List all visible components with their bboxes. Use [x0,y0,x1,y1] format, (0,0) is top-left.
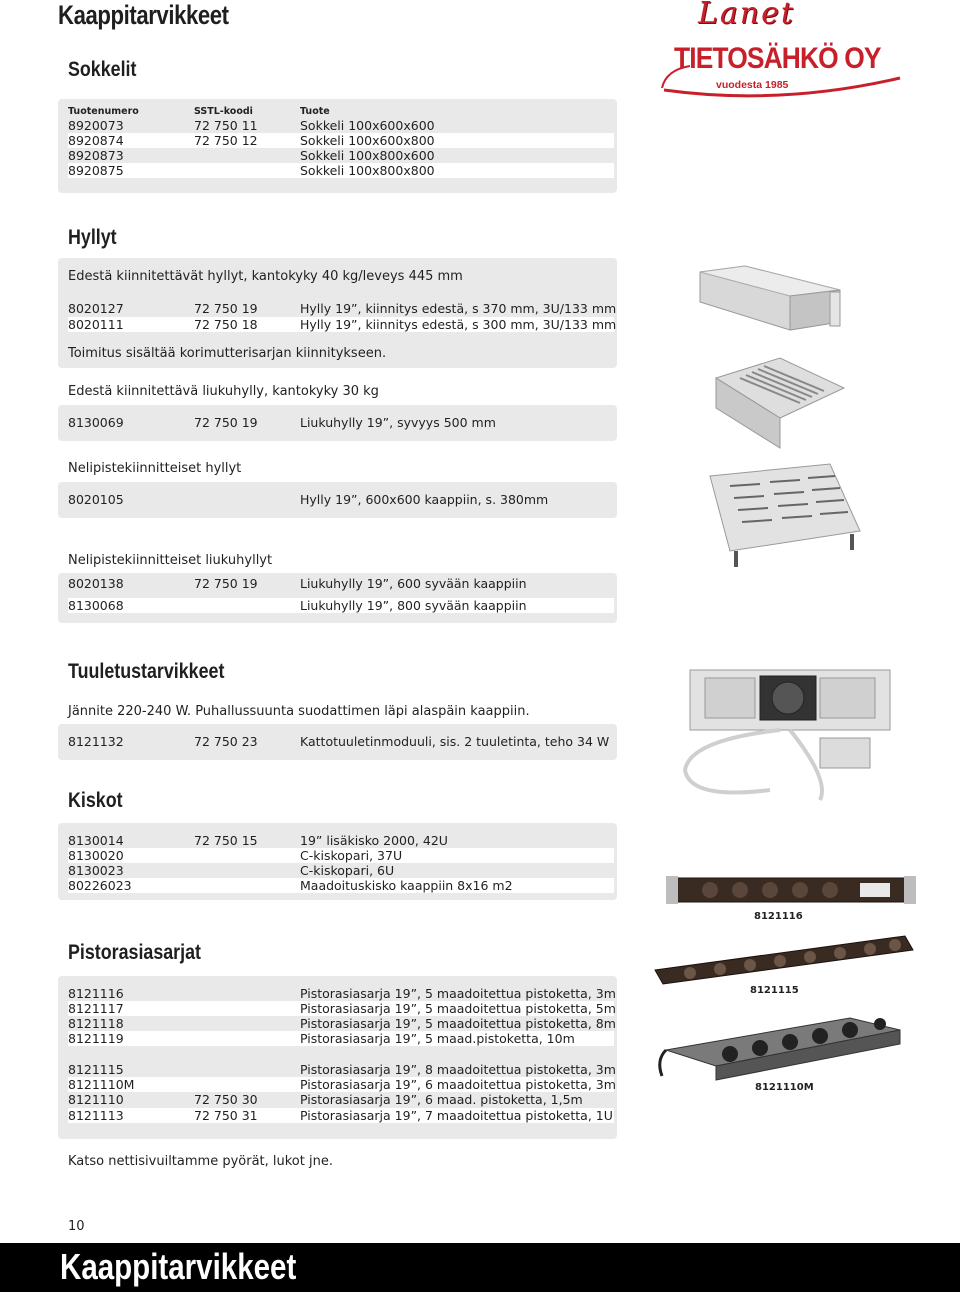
table-row [68,118,614,133]
product-name: Pistorasiasarja 19”, 7 maadoitettua pistoketta, 1U [300,1108,613,1123]
product-name: Pistorasiasarja 19”, 5 maad.pistoketta, 10m [300,1031,575,1046]
product-number: 8920875 [68,163,124,178]
product-name: Pistorasiasarja 19”, 6 maadoitettua pistoketta, 3m [300,1077,616,1092]
table-row [68,734,614,749]
sokkelit-table-header [68,104,614,119]
image-label: 8121115 [750,985,799,996]
sstl-code: 72 750 15 [194,833,258,848]
product-name: Kattotuuletinmoduuli, sis. 2 tuuletinta, teho 34 W [300,734,610,749]
table-row [68,1108,614,1123]
product-name: Sokkeli 100x600x600 [300,118,435,133]
sstl-code: 72 750 12 [194,133,258,148]
sstl-code: 72 750 11 [194,118,258,133]
table-row [68,1031,614,1046]
product-number: 8920873 [68,148,124,163]
table-row [68,492,614,507]
product-name: C-kiskopari, 6U [300,863,395,878]
table-row [68,415,614,430]
table-row [68,301,617,316]
product-number: 8130020 [68,848,124,863]
product-number: 8121132 [68,734,124,749]
logo-since: vuodesta 1985 [716,79,789,91]
shelf-image [690,262,855,337]
logo-company: TIETOSÄHKÖ OY [674,42,881,75]
product-name: Pistorasiasarja 19”, 5 maadoitettua pistoketta, 3m [300,986,616,1001]
table-row [68,598,614,613]
product-number: 8130068 [68,598,124,613]
product-number: 8121113 [68,1108,124,1123]
table-row [68,986,614,1001]
product-name: Sokkeli 100x800x600 [300,148,435,163]
col-header-sstl: SSTL-koodi [194,106,253,117]
section-title-tuuletus: Tuuletustarvikkeet [68,660,225,683]
sstl-code: 72 750 31 [194,1108,258,1123]
product-name: Pistorasiasarja 19”, 8 maadoitettua pistoketta, 3m [300,1062,616,1077]
product-name: Hylly 19”, 600x600 kaappiin, s. 380mm [300,492,549,507]
product-name: 19” lisäkisko 2000, 42U [300,833,448,848]
product-number: 8121110 [68,1092,124,1107]
section-title-kiskot: Kiskot [68,789,123,812]
company-logo [660,0,910,100]
product-number: 8121119 [68,1031,124,1046]
product-name: Pistorasiasarja 19”, 5 maadoitettua pistoketta, 8m [300,1016,616,1031]
product-number: 8121117 [68,1001,124,1016]
image-label: 8121110M [755,1082,814,1093]
product-name: Maadoituskisko kaappiin 8x16 m2 [300,878,513,893]
table-row [68,317,617,332]
table-row [68,163,614,178]
table-row [68,1062,614,1077]
table-row [68,1092,614,1107]
table-row [68,576,614,591]
sstl-code: 72 750 19 [194,415,258,430]
power-strip-image [650,1010,920,1085]
col-header-tuotenumero: Tuotenumero [68,106,139,117]
power-strip-image [660,858,920,918]
product-number: 80226023 [68,878,132,893]
image-label: 8121116 [754,911,803,922]
product-name: Liukuhylly 19”, syvyys 500 mm [300,415,496,430]
product-name: Sokkeli 100x600x800 [300,133,435,148]
col-header-tuote: Tuote [300,106,330,117]
hyllyt-note: Toimitus sisältää korimutterisarjan kiinnitykseen. [68,346,387,361]
fan-module-image [670,640,920,820]
product-number: 8920073 [68,118,124,133]
sstl-code: 72 750 23 [194,734,258,749]
fourpost-shelf-intro: Nelipistekiinnitteiset hyllyt [68,461,242,476]
product-number: 8121110M [68,1077,135,1092]
sstl-code: 72 750 30 [194,1092,258,1107]
product-name: Hylly 19”, kiinnitys edestä, s 300 mm, 3U/133 mm [300,317,617,332]
product-name: Liukuhylly 19”, 600 syvään kaappiin [300,576,527,591]
sstl-code: 72 750 19 [194,301,258,316]
table-row [68,848,614,863]
footer-note: Katso nettisivuiltamme pyörät, lukot jne. [68,1154,333,1169]
table-row [68,863,614,878]
table-row [68,1001,614,1016]
table-row [68,148,614,163]
table-row [68,1016,614,1031]
footer-title: Kaappitarvikkeet [60,1246,297,1287]
logo-script: Lanet [698,0,795,31]
power-strip-image [645,930,920,990]
table-row [68,1077,614,1092]
sstl-code: 72 750 19 [194,576,258,591]
sliding-shelf-image [710,348,850,458]
section-title-sokkelit: Sokkelit [68,58,137,81]
product-number: 8121118 [68,1016,124,1031]
sstl-code: 72 750 18 [194,317,258,332]
hyllyt-intro: Edestä kiinnitettävät hyllyt, kantokyky 40 kg/leveys 445 mm [68,269,463,284]
table-row [68,133,614,148]
table-row [68,833,614,848]
table-row [68,878,614,893]
product-name: Sokkeli 100x800x800 [300,163,435,178]
fourpost-sliding-intro: Nelipistekiinnitteiset liukuhyllyt [68,553,273,568]
product-name: Pistorasiasarja 19”, 6 maad. pistoketta, 1,5m [300,1092,583,1107]
product-name: C-kiskopari, 37U [300,848,403,863]
fourpost-shelf-image [700,456,870,571]
product-number: 8020127 [68,301,124,316]
product-number: 8920874 [68,133,124,148]
product-number: 8130069 [68,415,124,430]
section-title-pistorasiat: Pistorasiasarjat [68,941,201,964]
product-number: 8020138 [68,576,124,591]
sliding-shelf-intro: Edestä kiinnitettävä liukuhylly, kantokyky 30 kg [68,384,379,399]
product-number: 8121115 [68,1062,124,1077]
product-number: 8130023 [68,863,124,878]
product-number: 8121116 [68,986,124,1001]
product-name: Liukuhylly 19”, 800 syvään kaappiin [300,598,527,613]
page-number: 10 [68,1219,85,1234]
product-name: Hylly 19”, kiinnitys edestä, s 370 mm, 3U/133 mm [300,301,617,316]
tuuletus-intro: Jännite 220-240 W. Puhallussuunta suodattimen läpi alaspäin kaappiin. [68,704,530,719]
product-name: Pistorasiasarja 19”, 5 maadoitettua pistoketta, 5m [300,1001,616,1016]
section-title-hyllyt: Hyllyt [68,226,117,249]
product-number: 8020111 [68,317,124,332]
page-title: Kaappitarvikkeet [58,0,229,30]
product-number: 8020105 [68,492,124,507]
product-number: 8130014 [68,833,124,848]
